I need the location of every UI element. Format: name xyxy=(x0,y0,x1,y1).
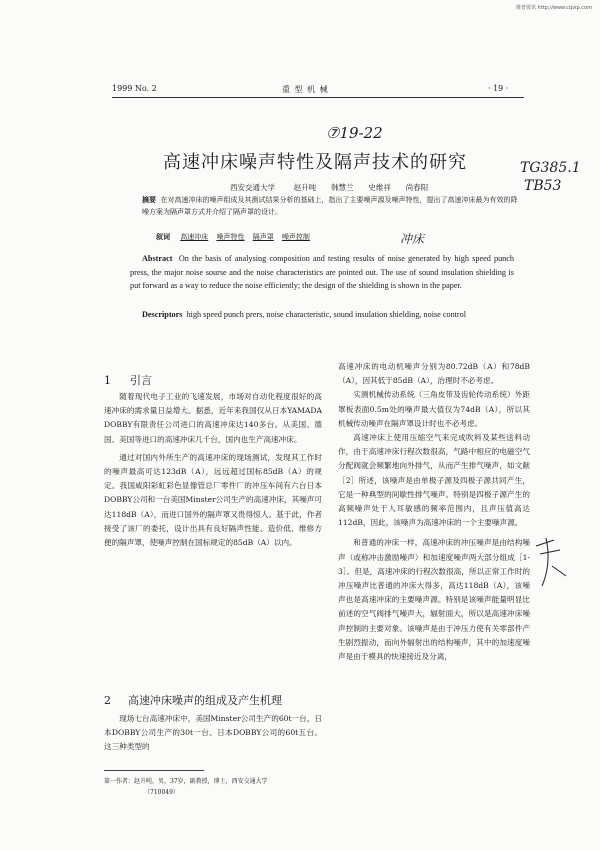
paragraph: 实测机械传动系统（三角皮带及齿轮传动系统）外距罩板表面0.5m处的噪声最大值仅为74dB（A），所以其机械传动噪声在隔声罩设计时也不必考虑。 xyxy=(338,390,530,428)
paragraph: 高速冲床上使用压缩空气来完成吹料及某些送料动作，由于高速冲床行程次数很高，气路中相应的电磁空气分配阀就会频繁地向外排气，从而产生排气噪声，如文献［2］所述，该噪声是由单极子源及四极子源共同产生，它是一种典型的间歇性排气噪声。特别是四极子源产生的高频噪声处于人耳敏感的频率范围内，且声压值高达112dB，因此，该噪声为高速冲床的一个主要噪声源。 xyxy=(338,433,530,528)
right-column xyxy=(338,360,530,664)
author-2: 韩慧兰 xyxy=(331,183,354,192)
section-2-heading xyxy=(104,692,282,708)
descriptors-en-label: Descriptors xyxy=(142,310,183,319)
left-column-section-2 xyxy=(104,712,322,755)
footnote-line-2: （710049） xyxy=(144,789,179,796)
keywords-zh xyxy=(156,232,316,242)
paragraph: 和普通的冲床一样，高速冲床的冲压噪声是由结构噪声（或称冲击激励噪声）和加速度噪声两大部分组成［1-3］。但是，高速冲床的行程次数很高，所以正常工作时的冲压噪声比普通的冲床大得多，高达118dB（A），该噪声也是高速冲床的主要噪声源。特别是该噪声能量明显比前述的空气阀排气噪声大，辐射面大，所以是高速冲床噪声控制的主要对象。该噪声是由于冲压力使有关零部件产生剧烈振动，而向外辐射出的结构噪声，其中的加速度噪声是由于模具的快速接近及分离， xyxy=(338,538,530,662)
paragraph: 随着现代电子工业的飞速发展，市场对自动化程度很好的高速冲床的需求量日益增大。据悉，近年来我国仅从日本YAMADA DOBBY有限责任公司进口的高速冲床达140多台。从美国、德国、美国等进口的高速冲床几千台，国内也生产高速冲床。 xyxy=(104,392,322,444)
author-3: 史维祥 xyxy=(368,183,391,192)
footnote-rule xyxy=(104,770,204,771)
header-journal: 重 型 机 械 xyxy=(282,85,329,94)
header-page-number: · 19 · xyxy=(488,84,509,93)
author-1: 赵升吨 xyxy=(293,183,317,192)
keyword: 隔声罩 xyxy=(252,233,274,241)
handwritten-page-range: ⑦19-22 xyxy=(326,124,383,142)
abstract-en xyxy=(130,252,514,293)
handwritten-class-code: TG385.1 xyxy=(520,160,581,176)
descriptors-en xyxy=(130,308,514,322)
keyword: 噪声控制 xyxy=(281,233,310,241)
handwritten-keyword-note: 冲床 xyxy=(400,232,425,246)
paragraph: 通过对国内外所生产的高速冲床的现场测试，发现其工作时的噪声最高可达123dB（A），远远超过国标85dB（A）的规定。我国咸阳彩虹彩色显像管总厂零件厂的冲压车间有六台日本DOBBY公司和一台美国Minster公司生产的高速冲床，其噪声可达118dB（A），而进口国外的隔声罩又贵得惊人。基于此，作者接受了该厂的委托，设计出具有良好隔声性能、造价低、维修方便的隔声罩，使噪声控制在国标规定的85dB（A）以内。 xyxy=(104,452,322,548)
keyword: 高速冲床 xyxy=(180,233,209,241)
abstract-zh-text: 在对高速冲床的噪声组成及其测试结果分析的基础上，指出了主要噪声源及噪声特性，提出了高速冲床最为有效的降噪方案为隔声罩方式并介绍了隔声罩的设计。 xyxy=(142,196,518,216)
keywords-zh-label: 叙词 xyxy=(156,232,170,241)
handwritten-margin-mark xyxy=(532,536,572,596)
section-1-title: 引言 xyxy=(130,374,152,387)
author-line xyxy=(230,182,428,193)
affiliation: 西安交通大学 xyxy=(230,183,275,192)
abstract-en-text: On the basis of analysing composition and testing results of noise generated by high speed punch press, the major noise sourse and the noise characteristics are pointed out. The use of sound insulation shielding is put forward as a way to reduce the noise efficiently; the design of the shielding is shown in the paper. xyxy=(130,254,514,290)
abstract-en-label: Abstract xyxy=(142,254,173,263)
section-1-heading xyxy=(104,372,152,388)
section-2-title: 高速冲床噪声的组成及产生机理 xyxy=(128,694,282,707)
descriptors-en-text: high speed punch prers, noise characteristic, sound insulation shielding, noise control xyxy=(186,310,467,319)
abstract-zh xyxy=(142,194,518,218)
keyword: 噪声特性 xyxy=(216,233,245,241)
footnote-line-1: 第一作者：赵升吨，男，37岁，副教授，博士，西安交通大学 xyxy=(104,778,268,785)
paragraph: 现场七台高速冲床中，美国Minster公司生产的60t一台，日本DOBBY公司生产的30t一台、日本DOBBY公司的60t五台。这三种类型的 xyxy=(104,714,322,752)
left-column-intro xyxy=(104,390,322,550)
section-1-number: 1 xyxy=(104,374,111,387)
abstract-zh-label: 摘要 xyxy=(142,195,156,204)
paper-title: 高速冲床噪声特性及隔声技术的研究 xyxy=(163,152,467,173)
header-rule xyxy=(112,97,524,98)
handwritten-class-code-2: TB53 xyxy=(524,178,562,194)
paragraph: 高速冲床的电动机噪声分别为80.72dB（A）和78dB（A），因其低于85dB（A），治理时不必考虑。 xyxy=(338,362,530,386)
author-4: 尚春阳 xyxy=(405,183,429,192)
watermark: 维普资讯 http://www.cqvip.com xyxy=(515,5,592,11)
section-2-number: 2 xyxy=(104,694,111,707)
footnote xyxy=(104,776,304,798)
header-issue: 1999 No. 2 xyxy=(112,84,157,93)
